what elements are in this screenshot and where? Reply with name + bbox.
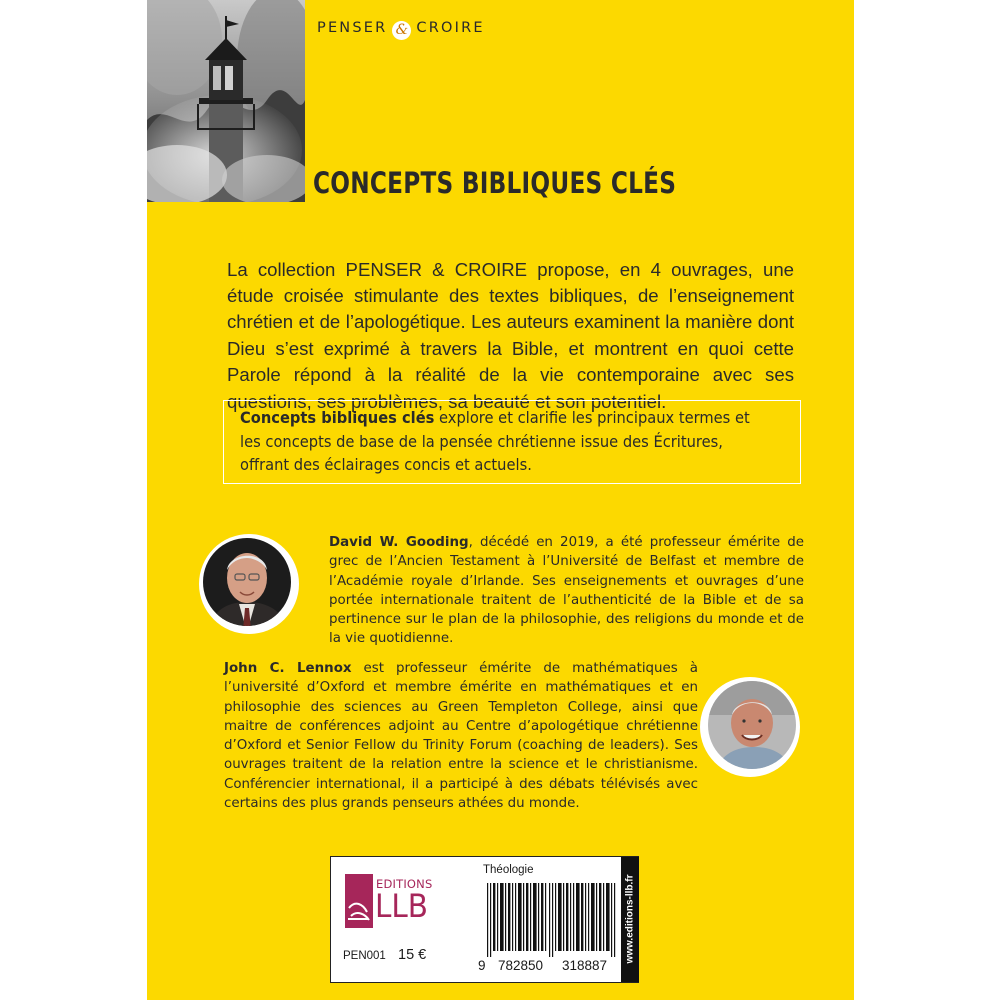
series-name: [317, 20, 485, 40]
isbn-group-2: 318887: [562, 958, 608, 973]
lighthouse-photo: [147, 0, 305, 202]
price-barcode-label: [330, 856, 639, 983]
series-word-croire: CROIRE: [416, 20, 485, 36]
author-bio-gooding: [329, 533, 804, 649]
publisher-editions: EDITIONS: [376, 877, 433, 891]
product-code: PEN001: [343, 950, 386, 962]
publisher-logo: [345, 874, 455, 928]
back-cover: [147, 0, 854, 1000]
collection-description: La collection PENSER & CROIRE propose, en 4 ouvrages, une étude croisée stimulante des textes bibliques, de l’enseignement chrétien et de l’apologétique. Les auteurs examinent la manière dont Dieu s’est exprimé à travers la Bible, et montrent en quoi cette Parole répond à la réalité de la vie contemporaine avec ses questions, ses problèmes, sa beauté et son potentiel.: [227, 258, 794, 412]
book-summary-box: [223, 400, 801, 484]
price: 15 €: [398, 947, 427, 963]
author-name-gooding: David W. Gooding: [329, 535, 469, 550]
book-title: CONCEPTS BIBLIQUES CLÉS: [313, 166, 677, 200]
book-summary-title: Concepts bibliques clés: [240, 409, 435, 427]
website-strip: [621, 857, 639, 982]
book-summary: [240, 407, 766, 478]
isbn-barcode: [483, 883, 621, 957]
author-portrait-gooding: [203, 538, 295, 630]
author-portrait-lennox: [704, 681, 796, 773]
publisher-llb: LLB: [375, 887, 429, 925]
book-summary-text: explore et clarifie les principaux termes et les concepts de base de la pensée chrétienne issue des Écritures, offrant des éclairages concis et actuels.: [240, 409, 750, 474]
author-name-lennox: John C. Lennox: [224, 661, 352, 676]
publisher-logo-icon: [345, 874, 373, 928]
ampersand-mark: &: [392, 21, 411, 40]
series-word-penser: PENSER: [317, 20, 388, 36]
author-bio-text-gooding: , décédé en 2019, a été professeur émérite de grec de l’Ancien Testament à l’Université de Belfast et membre de l’Académie royale d’Irlande. Ses enseignements et ouvrages d’une portée internationale traitent de l’authenticité de la Bible et de sa pertinence sur le plan de la philosophie, des religions du monde et de la vie quotidienne.: [329, 535, 804, 647]
category: Théologie: [483, 864, 534, 876]
publisher-website: www.editions-llb.fr: [624, 874, 636, 964]
author-bio-text-lennox: est professeur émérite de mathématiques à l’université d’Oxford et membre émérite en mathématiques et en philosophie des sciences au Green Templeton College, ainsi que maitre de conférences adjoint au Centre d’apologétique chrétienne d’Oxford et Senior Fellow du Trinity Forum (coaching de leaders). Ses ouvrages traitent de la relation entre la science et le christianisme. Conférencier international, il a participé à des débats télévisés avec certains des plus grands penseurs athées du monde.: [224, 661, 698, 812]
isbn-prefix: 9: [478, 958, 486, 973]
author-bio-lennox: [224, 659, 698, 813]
isbn-group-1: 782850: [498, 958, 544, 973]
